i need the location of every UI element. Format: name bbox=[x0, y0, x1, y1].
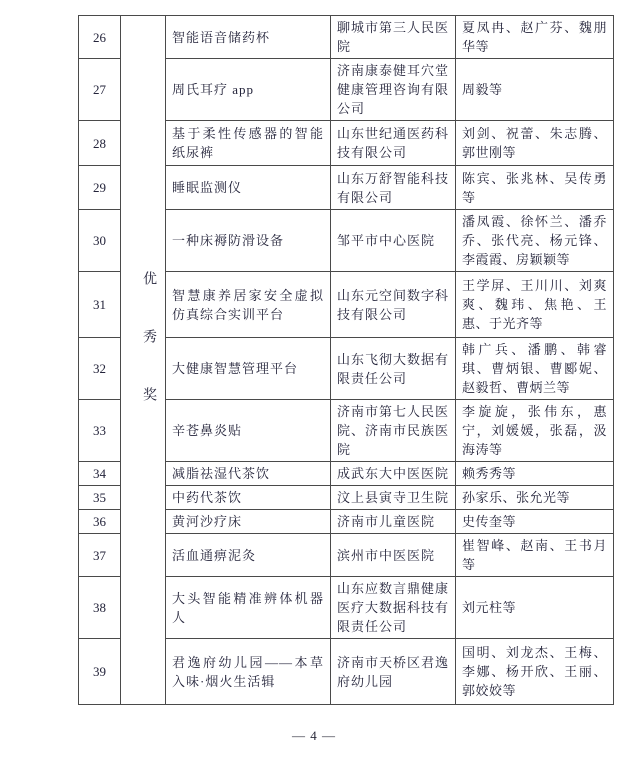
row-number: 37 bbox=[79, 534, 121, 577]
organization: 邹平市中心医院 bbox=[331, 210, 456, 272]
awardees: 史传奎等 bbox=[456, 510, 614, 534]
row-number: 35 bbox=[79, 486, 121, 510]
awardees: 陈宾、张兆林、吴传勇等 bbox=[456, 166, 614, 210]
awardees: 李旋旋，张伟东，惠宁，刘媛媛，张磊，汲海涛等 bbox=[456, 400, 614, 462]
project-name: 活血通痹泥灸 bbox=[166, 534, 331, 577]
award-category-label: 优秀奖 bbox=[141, 270, 156, 445]
project-name: 大健康智慧管理平台 bbox=[166, 338, 331, 400]
project-name: 智慧康养居家安全虚拟仿真综合实训平台 bbox=[166, 272, 331, 338]
organization: 济南市儿童医院 bbox=[331, 510, 456, 534]
awardees: 崔智峰、赵南、王书月等 bbox=[456, 534, 614, 577]
project-name: 周氏耳疗 app bbox=[166, 59, 331, 121]
awardees: 王学屏、王川川、刘爽爽、魏玮、焦艳、王惠、于光齐等 bbox=[456, 272, 614, 338]
organization: 山东飞彻大数据有限责任公司 bbox=[331, 338, 456, 400]
project-name: 智能语音储药杯 bbox=[166, 16, 331, 59]
awardees: 夏凤冉、赵广芬、魏朋华等 bbox=[456, 16, 614, 59]
organization: 济南市第七人民医院、济南市民族医院 bbox=[331, 400, 456, 462]
project-name: 辛苍鼻炎贴 bbox=[166, 400, 331, 462]
awardees: 周毅等 bbox=[456, 59, 614, 121]
awardees: 孙家乐、张允光等 bbox=[456, 486, 614, 510]
row-number: 36 bbox=[79, 510, 121, 534]
awardees: 赖秀秀等 bbox=[456, 462, 614, 486]
awards-table bbox=[78, 15, 614, 705]
organization: 济南康泰健耳穴堂健康管理咨询有限公司 bbox=[331, 59, 456, 121]
project-name: 睡眠监测仪 bbox=[166, 166, 331, 210]
row-number: 38 bbox=[79, 577, 121, 639]
project-name: 中药代茶饮 bbox=[166, 486, 331, 510]
organization: 汶上县寅寺卫生院 bbox=[331, 486, 456, 510]
organization: 山东应数言鼎健康医疗大数据科技有限责任公司 bbox=[331, 577, 456, 639]
row-number: 27 bbox=[79, 59, 121, 121]
project-name: 减脂祛湿代茶饮 bbox=[166, 462, 331, 486]
page-number: — 4 — bbox=[292, 728, 336, 743]
awardees: 韩广兵、潘鹏、韩睿琪、曹炳银、曹郾妮、赵毅哲、曹炳兰等 bbox=[456, 338, 614, 400]
row-number: 26 bbox=[79, 16, 121, 59]
project-name: 一种床褥防滑设备 bbox=[166, 210, 331, 272]
organization: 山东万舒智能科技有限公司 bbox=[331, 166, 456, 210]
organization: 聊城市第三人民医院 bbox=[331, 16, 456, 59]
organization: 山东世纪通医药科技有限公司 bbox=[331, 121, 456, 166]
row-number: 33 bbox=[79, 400, 121, 462]
row-number: 30 bbox=[79, 210, 121, 272]
row-number: 31 bbox=[79, 272, 121, 338]
awardees: 刘剑、祝蕾、朱志腾、郭世刚等 bbox=[456, 121, 614, 166]
row-number: 32 bbox=[79, 338, 121, 400]
row-number: 39 bbox=[79, 639, 121, 705]
organization: 滨州市中医医院 bbox=[331, 534, 456, 577]
awardees: 潘凤霞、徐怀兰、潘乔乔、张代亮、杨元锋、李霞霞、房颖颖等 bbox=[456, 210, 614, 272]
table-row bbox=[79, 16, 614, 59]
project-name: 基于柔性传感器的智能纸尿裤 bbox=[166, 121, 331, 166]
project-name: 大头智能精准辨体机器人 bbox=[166, 577, 331, 639]
organization: 成武东大中医医院 bbox=[331, 462, 456, 486]
organization: 济南市天桥区君逸府幼儿园 bbox=[331, 639, 456, 705]
awardees: 刘元柱等 bbox=[456, 577, 614, 639]
organization: 山东元空间数字科技有限公司 bbox=[331, 272, 456, 338]
row-number: 28 bbox=[79, 121, 121, 166]
award-category-cell bbox=[121, 16, 166, 705]
row-number: 29 bbox=[79, 166, 121, 210]
row-number: 34 bbox=[79, 462, 121, 486]
project-name: 君逸府幼儿园——本草入味·烟火生活辑 bbox=[166, 639, 331, 705]
awardees: 国明、刘龙杰、王梅、李娜、杨开欣、王丽、郭姣姣等 bbox=[456, 639, 614, 705]
project-name: 黄河沙疗床 bbox=[166, 510, 331, 534]
